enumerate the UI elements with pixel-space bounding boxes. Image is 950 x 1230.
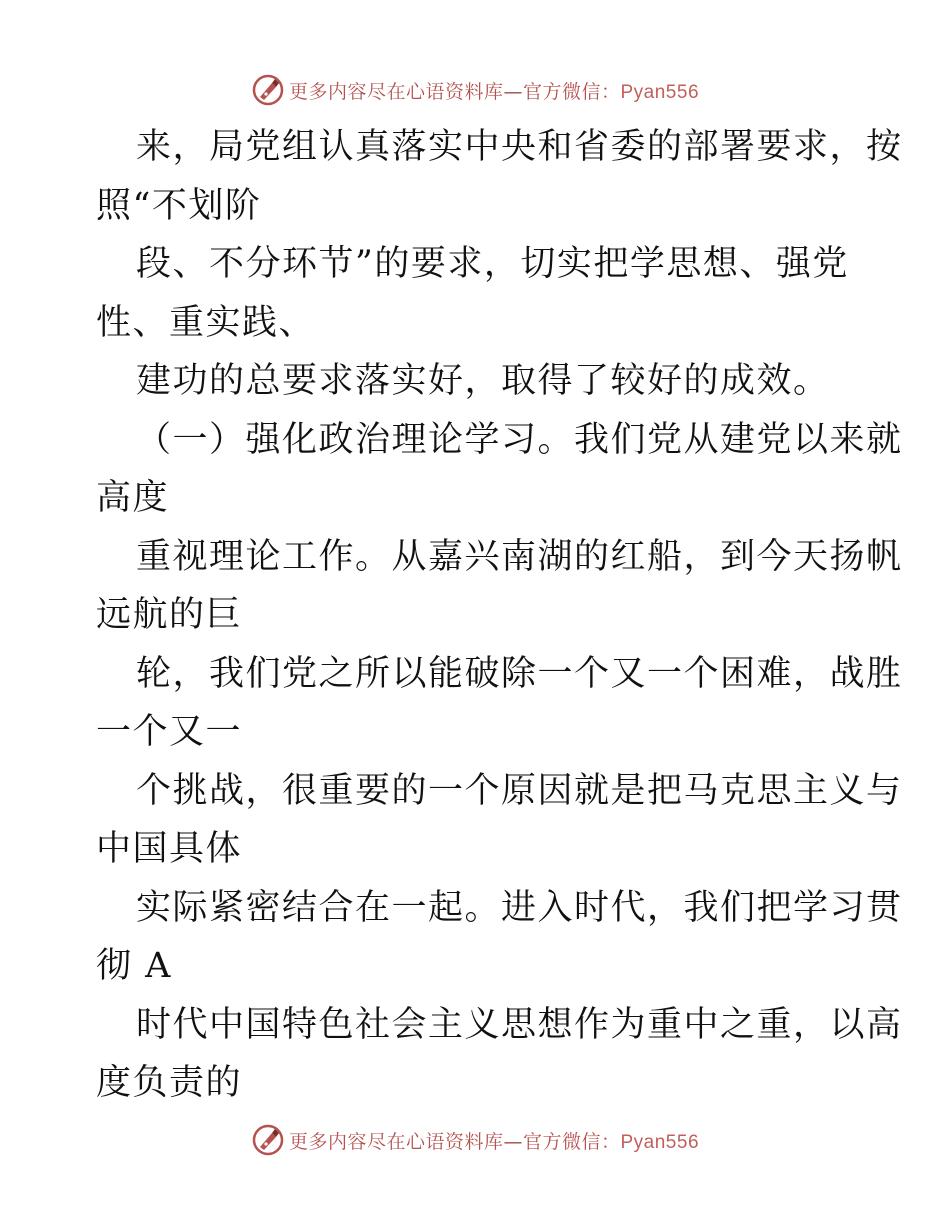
watermark-text (289, 1127, 699, 1154)
text-line: 性、重实践、 (96, 302, 316, 343)
watermark-contact-label: 官方微信： (522, 80, 621, 103)
text-line: 照“不划阶 (96, 185, 262, 226)
watermark-contact-label: 官方微信： (522, 1130, 621, 1153)
watermark-contact-id: Pyan556 (620, 1131, 700, 1153)
watermark-main-text: 更多内容尽在心语资料库 (288, 1130, 504, 1153)
watermark-contact-id: Pyan556 (620, 81, 700, 103)
text-line: 段、不分环节”的要求，切实把学思想、强党 (136, 244, 849, 284)
text-line: 实际紧密结合在一起。进入时代，我们把学习贯 (136, 887, 903, 928)
pen-nib-logo-icon (251, 1123, 285, 1157)
text-line: 时代中国特色社会主义思想作为重中之重，以高 (136, 1004, 903, 1045)
footer-watermark (0, 1120, 950, 1160)
text-line: 建功的总要求落实好，取得了较好的成效。 (136, 361, 830, 401)
text-line: 一个又一 (96, 712, 243, 752)
text-line: 远航的巨 (96, 595, 243, 635)
watermark-separator: — (503, 1130, 523, 1153)
document-body (96, 118, 903, 1113)
header-watermark (0, 70, 950, 110)
text-line: 中国具体 (96, 829, 243, 869)
text-line: 彻 A (96, 946, 172, 986)
section-heading-line: （一）强化政治理论学习。我们党从建党以来就 (136, 419, 903, 460)
text-line: 个挑战，很重要的一个原因就是把马克思主义与 (136, 770, 903, 811)
text-line: 度负责的 (96, 1063, 243, 1103)
watermark-separator: — (503, 80, 523, 103)
watermark-text (289, 77, 699, 104)
pen-nib-logo-icon (251, 73, 285, 107)
text-line: 重视理论工作。从嘉兴南湖的红船，到今天扬帆 (136, 536, 903, 577)
text-line: 轮，我们党之所以能破除一个又一个困难，战胜 (136, 653, 903, 694)
text-line: 来，局党组认真落实中央和省委的部署要求，按 (136, 127, 903, 167)
watermark-main-text: 更多内容尽在心语资料库 (288, 80, 504, 103)
text-line: 高度 (96, 478, 170, 518)
